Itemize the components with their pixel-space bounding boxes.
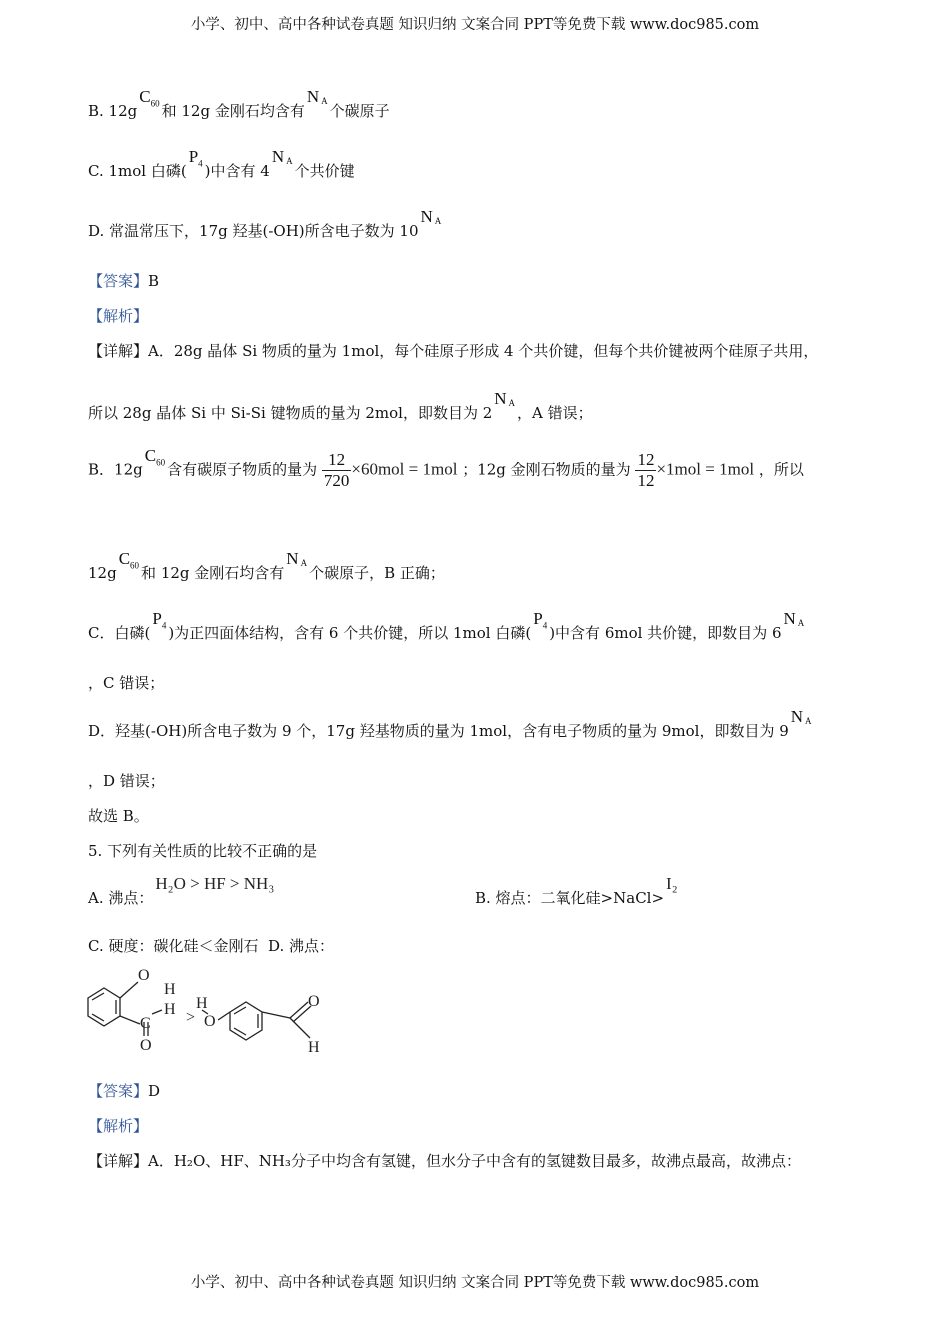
text: ，A 错误；: [517, 404, 593, 422]
c60-symbol: $C_{60}$: [118, 549, 140, 571]
text: C．白磷(: [88, 624, 151, 642]
text: 和 12g 金刚石均含有: [141, 564, 285, 582]
q4-detail-b2: [88, 549, 445, 584]
q5-answer: [88, 1080, 160, 1101]
na-symbol: N $_A$: [420, 207, 442, 226]
q4-conclusion: 故选 B。: [88, 807, 149, 825]
q4-option-c: [88, 147, 355, 182]
text: A．28g 晶体 Si 物质的量为 1mol，每个硅原子形成 4 个共价键，但每个共价键被两个硅原子共用，: [148, 342, 819, 360]
page-header: 小学、初中、高中各种试卷真题 知识归纳 文案合同 PPT等免费下载 www.doc985.com: [190, 17, 760, 33]
fraction-diamond: $\frac{12}{12}$: [637, 450, 655, 490]
na-symbol: N $_A$: [271, 147, 293, 166]
para-hydroxybenzaldehyde: [202, 1002, 311, 1040]
text: D．羟基(-OH)所含电子数为 9 个，17g 羟基物质的量为 1mol，含有电子物质的量为 9mol，即数目为 9: [88, 722, 789, 740]
q5-option-b: [475, 874, 680, 908]
q4-detail-a2: [88, 389, 593, 423]
c60-symbol: $C_{60}$: [139, 87, 160, 109]
text: 和 12g 金刚石均含有: [161, 102, 305, 120]
atom-label: O: [204, 1013, 216, 1030]
answer-tag: 【答案】: [88, 272, 149, 290]
text: A. 沸点：: [88, 889, 154, 907]
atom-label: O: [138, 967, 150, 984]
q5-analysis-tag: 【解析】: [88, 1117, 149, 1135]
na-symbol: N $_A$: [286, 549, 308, 568]
fraction-c60: $\frac{12}{720}$: [323, 450, 350, 490]
p4-symbol: $P_4$: [533, 609, 548, 631]
detail-tag: 【详解】: [88, 1152, 149, 1170]
ortho-hydroxybenzaldehyde: [88, 982, 162, 1036]
q4-detail-b1: [88, 445, 804, 491]
formula: H₂O > HF > NH₃: [155, 874, 275, 893]
text: )中含有 6mol 共价键，即数目为 6: [549, 624, 782, 642]
text: )中含有 4: [204, 162, 270, 180]
page-footer: 小学、初中、高中各种试卷真题 知识归纳 文案合同 PPT等免费下载 www.doc985.com: [190, 1275, 760, 1291]
text: ；12g 金刚石物质的量为: [462, 460, 631, 479]
q4-answer: [88, 270, 159, 291]
text: D. 常温常压下，17g 羟基(-OH)所含电子数为 10: [88, 222, 419, 240]
atom-label: H: [196, 995, 208, 1012]
atom-label: O: [140, 1037, 152, 1054]
p4-symbol: $P_4$: [152, 609, 167, 631]
answer-value: B: [148, 272, 160, 290]
text: A．H₂O、HF、NH₃分子中均含有氢键，但水分子中含有的氢键数目最多，故沸点最高，故沸点：: [148, 1152, 801, 1170]
text: B．12g: [88, 460, 143, 479]
q5-stem: 5. 下列有关性质的比较不正确的是: [88, 842, 318, 860]
greater-than: >: [186, 1009, 196, 1026]
structure-comparison: [80, 960, 340, 1060]
q5-detail-a: [88, 1150, 801, 1171]
text: 12g: [88, 564, 117, 582]
q4-option-d: [88, 207, 443, 241]
answer-tag: 【答案】: [88, 1082, 149, 1100]
text: ，所以: [758, 460, 804, 479]
q4-detail-a1: [88, 340, 818, 361]
formula: ×1mol = 1mol: [656, 459, 755, 479]
formula: I₂: [666, 874, 678, 893]
text: 个共价键: [294, 162, 355, 180]
text: 含有碳原子物质的量为: [167, 460, 318, 479]
atom-label: H: [164, 981, 176, 998]
q4-analysis-tag: 【解析】: [88, 307, 149, 325]
na-symbol: N $_A$: [790, 707, 812, 726]
formula: ×60mol = 1mol: [351, 459, 458, 479]
q4-detail-d1: [88, 707, 814, 741]
q4-detail-d2: ，D 错误；: [88, 772, 165, 790]
text: C. 硬度：碳化硅＜金刚石: [88, 937, 259, 955]
text: B. 熔点：二氧化硅>NaCl>: [475, 889, 665, 907]
text: 个碳原子，B 正确；: [309, 564, 445, 582]
atom-label: C: [140, 1015, 151, 1032]
q4-detail-c1: [88, 609, 806, 644]
c60-symbol: $C_{60}$: [144, 445, 166, 467]
answer-value: D: [148, 1082, 161, 1100]
atom-label: O: [308, 993, 320, 1010]
text: D. 沸点：: [268, 937, 335, 955]
p4-symbol: $P_4$: [188, 147, 203, 169]
na-symbol: N $_A$: [494, 389, 516, 408]
q5-option-a: [88, 874, 276, 908]
q4-option-b: [88, 87, 390, 122]
q5-option-c-d: [88, 935, 334, 956]
atom-label: H: [308, 1039, 320, 1056]
text: 个碳原子: [329, 102, 390, 120]
text: C. 1mol 白磷(: [88, 162, 187, 180]
q4-detail-c2: ，C 错误；: [88, 674, 165, 692]
text: B. 12g: [88, 102, 138, 120]
text: )为正四面体结构，含有 6 个共价键，所以 1mol 白磷(: [168, 624, 532, 642]
atom-label: H: [164, 1001, 176, 1018]
text: 所以 28g 晶体 Si 中 Si-Si 键物质的量为 2mol，即数目为 2: [88, 404, 493, 422]
na-symbol: N $_A$: [306, 87, 328, 106]
na-symbol: N $_A$: [783, 609, 805, 628]
detail-tag: 【详解】: [88, 342, 149, 360]
